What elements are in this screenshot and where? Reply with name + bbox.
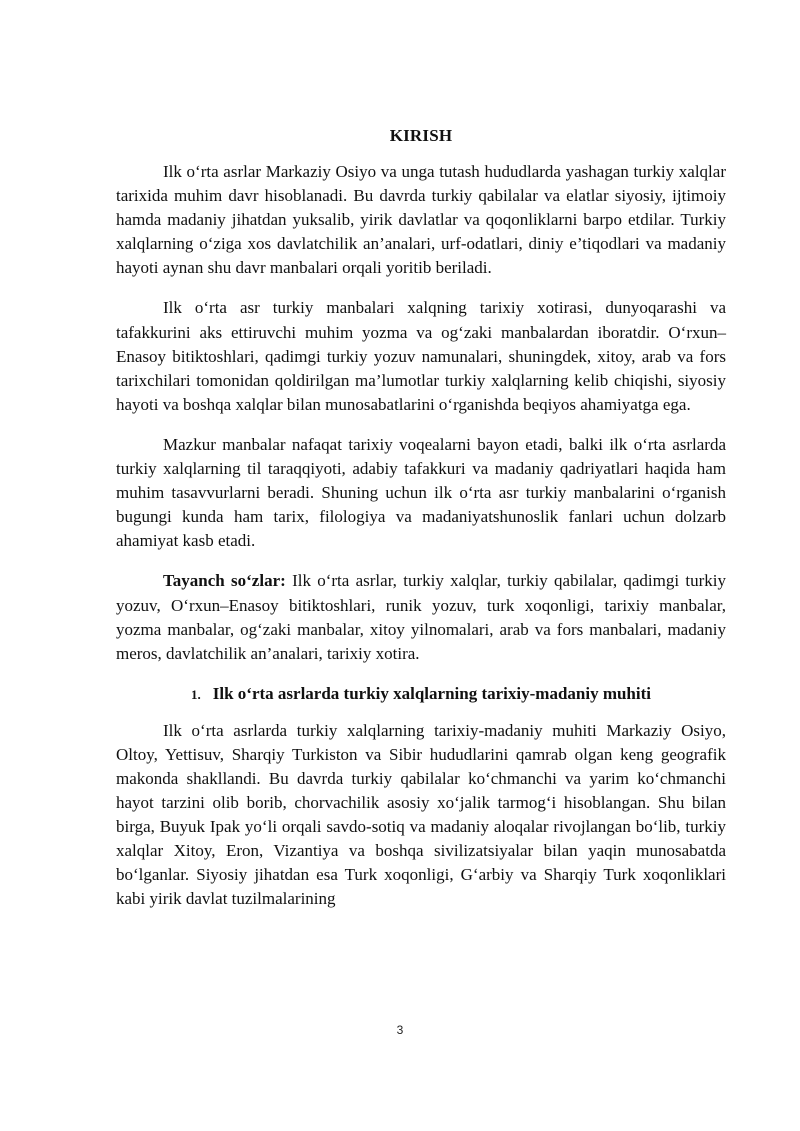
section-number: 1.: [191, 686, 201, 702]
keywords-text: Ilk o‘rta asrlar, turkiy xalqlar, turkiy qabilalar, qadimgi turkiy yozuv, O‘rxun–Enasoy bitiktoshlari, runik yozuv, turk xoqonligi, tarixiy manbalar, yozma manbalar, og‘zaki manbalar, xitoy yilnomalari, arab va fors manbalari, madaniy meros, davlatchilik an’analari, tarixiy xotira.: [116, 571, 726, 663]
section-paragraph: Ilk o‘rta asrlarda turkiy xalqlarning tarixiy-madaniy muhiti Markaziy Osiyo, Oltoy, Yettisuv, Sharqiy Turkiston va Sibir hududlarini qamrab olgan keng geografik makonda shakllandi. Bu davrda turkiy qabilalar ko‘chmanchi va yarim ko‘chmanchi hayot tarzini olib borib, chorvachilik asosiy xo‘jalik tarmog‘i hisoblangan. Shu bilan birga, Buyuk Ipak yo‘li orqali savdo-sotiq va madaniy aloqalar rivojlangan bo‘lib, turkiy xalqlar Xitoy, Eron, Vizantiya va boshqa sivilizatsiyalar bilan yaqin munosabatda bo‘lganlar. Siyosiy jihatdan esa Turk xoqonligi, G‘arbiy va Sharqiy Turk xoqonliklari kabi yirik davlat tuzilmalarining: [116, 720, 726, 909]
page-title: KIRISH: [389, 126, 453, 145]
intro-paragraph-1: Ilk o‘rta asrlar Markaziy Osiyo va unga tutash hududlarda yashagan turkiy xalqlar tarixida muhim davr hisoblanadi. Bu davrda turkiy qabilalar va elatlar siyosiy, ijtimoiy hamda madaniy jihatdan yuksalib, yirik davlatlar va qoqonliklarni barpo etdilar. Turkiy xalqlarning o‘ziga xos davlatchilik an’analari, urf-odatlari, diniy e’tiqodlari va madaniy hayoti aynan shu davr manbalari orqali yoritib beriladi.: [116, 162, 726, 278]
keywords-paragraph: [116, 569, 726, 665]
intro-paragraph-3: Mazkur manbalar nafaqat tarixiy voqealarni bayon etadi, balki ilk o‘rta asrlarda turkiy xalqlarning til taraqqiyoti, adabiy tafakkuri va madaniy qadriyatlari haqida ham muhim tasavvurlarni beradi. Shuning uchun ilk o‘rta asr turkiy manbalarini o‘rganish bugungi kunda ham tarix, filologiya va madaniyatshunoslik fanlari uchun dolzarb ahamiyat kasb etadi.: [116, 434, 726, 551]
keywords-label: Tayanch so‘zlar:: [163, 571, 286, 591]
page-number: 3: [396, 1023, 404, 1037]
section-heading: [116, 682, 726, 707]
page-content: [116, 124, 726, 912]
intro-paragraph-2: Ilk o‘rta asr turkiy manbalari xalqning tarixiy xotirasi, dunyoqarashi va tafakkurini aks ettiruvchi muhim yozma va og‘zaki manbalardan iboratdir. O‘rxun–Enasoy bitiktoshlari, qadimgi turkiy yozuv namunalari, shuningdek, xitoy, arab va fors tarixchilari tomonidan qoldirilgan ma’lumotlar turkiy xalqlarning kelib chiqishi, siyosiy hayoti va boshqa xalqlar bilan munosabatlarini o‘rganishda beqiyos ahamiyatga ega.: [116, 298, 726, 414]
section-title: Ilk o‘rta asrlarda turkiy xalqlarning tarixiy-madaniy muhiti: [212, 683, 651, 703]
